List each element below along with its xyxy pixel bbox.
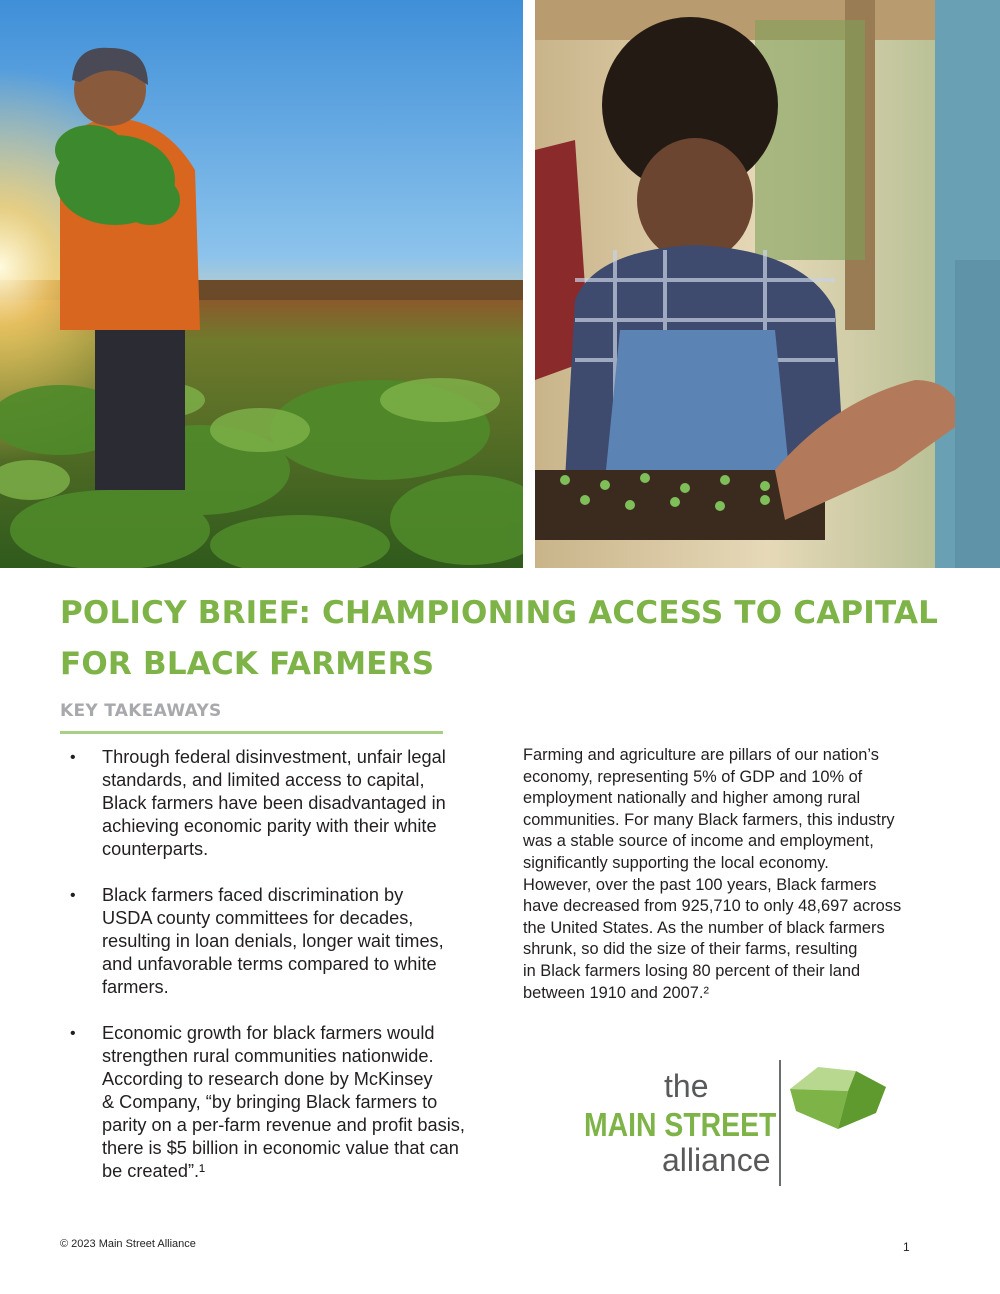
- bullet-icon: •: [70, 887, 76, 904]
- takeaway-item: [70, 746, 510, 861]
- paragraph-line: However, over the past 100 years, Black farmers: [523, 875, 877, 894]
- takeaway-line: strengthen rural communities nationwide.: [102, 1046, 434, 1066]
- takeaway-line: Black farmers faced discrimination by: [102, 885, 404, 905]
- takeaway-line: resulting in loan denials, longer wait times,: [102, 931, 444, 951]
- body-paragraph: [523, 745, 963, 1004]
- key-takeaways-list: [70, 746, 510, 1206]
- takeaway-line: Through federal disinvestment, unfair legal: [102, 747, 446, 767]
- takeaway-line: Black farmers have been disadvantaged in: [102, 793, 446, 813]
- key-takeaways-heading: KEY TAKEAWAYS: [60, 701, 222, 721]
- paragraph-line: Farming and agriculture are pillars of our nation’s: [523, 746, 879, 764]
- logo-word-the: the: [664, 1068, 709, 1104]
- takeaway-line: achieving economic parity with their white: [102, 816, 437, 836]
- page-number: 1: [903, 1240, 910, 1254]
- paragraph-line: in Black farmers losing 80 percent of their land: [523, 961, 861, 980]
- copyright-text: © 2023 Main Street Alliance: [60, 1238, 196, 1250]
- logo-divider: [779, 1060, 781, 1186]
- takeaway-line: there is $5 billion in economic value that can: [102, 1138, 459, 1158]
- paragraph-line: significantly supporting the local economy.: [523, 853, 829, 872]
- takeaway-line: According to research done by McKinsey: [102, 1069, 433, 1089]
- takeaway-line: and unfavorable terms compared to white: [102, 954, 437, 974]
- takeaway-line: USDA county committees for decades,: [102, 908, 414, 928]
- child-planting-photo: [535, 0, 1000, 568]
- bullet-icon: •: [70, 749, 76, 766]
- takeaway-line: parity on a per-farm revenue and profit basis,: [102, 1115, 465, 1135]
- bullet-icon: •: [70, 1025, 76, 1042]
- paragraph-line: employment nationally and higher among rural: [523, 789, 861, 808]
- takeaway-line: Economic growth for black farmers would: [102, 1023, 435, 1043]
- takeaway-line: standards, and limited access to capital,: [102, 770, 425, 790]
- paragraph-line: economy, representing 5% of GDP and 10% of: [523, 767, 863, 786]
- takeaway-line: farmers.: [102, 977, 169, 997]
- takeaway-line: counterparts.: [102, 839, 209, 859]
- title-line-1: POLICY BRIEF: CHAMPIONING ACCESS TO CAPITAL: [60, 595, 939, 631]
- takeaway-line: be created”.¹: [102, 1161, 206, 1181]
- takeaway-line: & Company, “by bringing Black farmers to: [102, 1092, 438, 1112]
- logo-word-alliance: alliance: [662, 1142, 771, 1178]
- farmer-photo: [0, 0, 523, 568]
- takeaway-item: [70, 1022, 510, 1183]
- page-title: [60, 588, 960, 690]
- paragraph-line: the United States. As the number of black farmers: [523, 918, 885, 937]
- paragraph-line: between 1910 and 2007.²: [523, 983, 709, 1002]
- paragraph-line: shrunk, so did the size of their farms, resulting: [523, 940, 858, 959]
- takeaway-item: [70, 884, 510, 999]
- logo-word-main-street: MAIN STREET: [584, 1106, 777, 1143]
- key-takeaways-rule: [60, 731, 443, 734]
- paragraph-line: have decreased from 925,710 to only 48,697 across: [523, 897, 902, 916]
- paragraph-line: was a stable source of income and employment,: [523, 832, 874, 851]
- paragraph-line: communities. For many Black farmers, this industry: [523, 810, 895, 829]
- title-line-2: FOR BLACK FARMERS: [60, 646, 435, 682]
- logo-leaf-icon: [788, 1061, 888, 1131]
- main-street-alliance-logo: [580, 1058, 900, 1188]
